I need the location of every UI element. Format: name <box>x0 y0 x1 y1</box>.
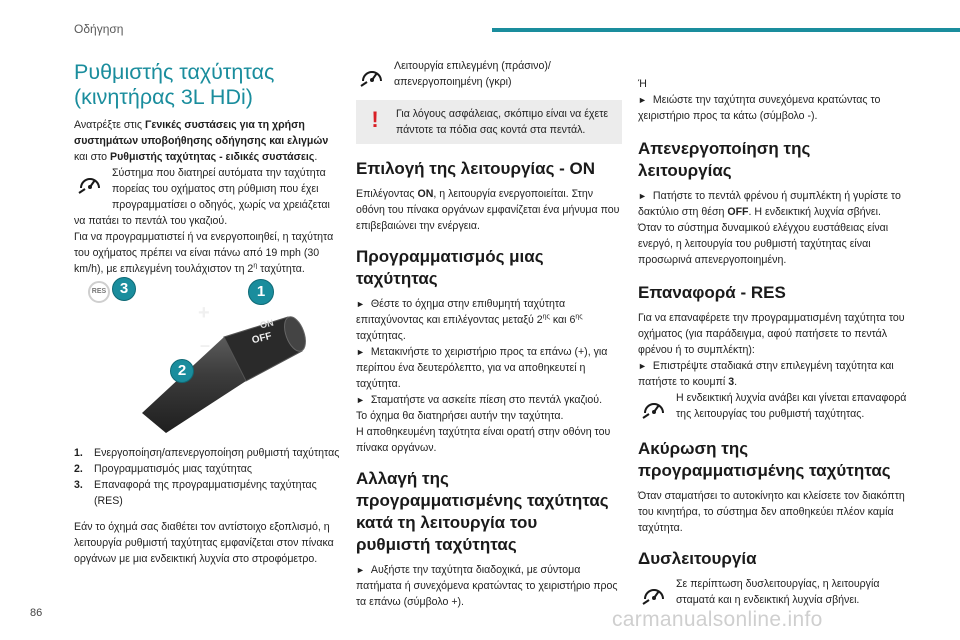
prog-step-2: ► Μετακινήστε το χειριστήριο προς τα επάνω (+), για περίπου ένα δευτερόλεπτο, για να αποθηκευτεί η ταχύτητα. <box>356 346 608 390</box>
column-1 <box>74 54 344 567</box>
heading-on: Επιλογή της λειτουργίας - ON <box>356 159 596 178</box>
watermark[interactable]: carmanualsonline.info <box>612 608 823 631</box>
speedometer-cruise-icon <box>74 167 106 199</box>
column-2 <box>356 54 622 610</box>
speedometer-cruise-icon <box>638 392 670 424</box>
res-button[interactable]: RES <box>88 281 110 303</box>
column-3 <box>638 54 908 612</box>
system-description: Σύστημα που διατηρεί αυτόματα την ταχύτητα πορείας του οχήματος στη ρύθμιση που έχει προγραμματίσει ο οδηγός, χωρίς να χρειάζεται να πατάει το πεντάλ του γκαζιού. <box>74 167 330 227</box>
res-text: Για να επαναφέρετε την προγραμματισμένη ταχύτητα του οχήματος (για παράδειγμα, αφού πατήσετε το πεντάλ φρένου ή το συμπλέκτη): <box>638 312 905 356</box>
link-general-recommendations[interactable]: Γενικές συστάσεις για τη χρήση συστημάτων υποβοήθησης οδήγησης και ελιγμών <box>74 119 329 147</box>
triangle-right-bullet: ► <box>638 191 647 201</box>
or-text: Ή <box>638 78 647 90</box>
prog-text-1: Το όχημα θα διατηρήσει αυτήν την ταχύτητα. <box>356 410 564 422</box>
callout-1: 1 <box>248 279 274 305</box>
prog-step-1: ► Θέστε το όχημα στην επιθυμητή ταχύτητα επιταχύνοντας και επιλέγοντας μεταξύ $2^{\eta\varsigma}$ και $6^{\eta\varsigma}$ ταχύτητας. <box>356 298 583 342</box>
prog-text-2: Η αποθηκευμένη ταχύτητα είναι ορατή στην οθόνη του πίνακα οργάνων. <box>356 426 611 454</box>
page-number: 86 <box>30 607 43 619</box>
lamp-status: Λειτουργία επιλεγμένη (πράσινο)/ απενεργοποιημένη (γκρι) <box>356 58 622 90</box>
figure-legend <box>74 445 344 509</box>
activation-condition: Για να προγραμματιστεί ή να ενεργοποιηθεί, η ταχύτητα του οχήματος πρέπει να είναι πάνω από 19 mph (30 km/h), με επιλεγμένη τουλάχιστον τη $2^\eta$ ταχύτητα. <box>74 231 334 275</box>
heading-deactivation: Απενεργοποίηση της λειτουργίας <box>638 139 811 180</box>
triangle-right-bullet: ► <box>356 565 365 575</box>
triangle-right-bullet: ► <box>356 299 365 309</box>
instrument-panel-note: Εάν το όχημά σας διαθέτει τον αντίστοιχο εξοπλισμό, η λειτουργία ρυθμιστή ταχύτητας εμφανίζεται στον πίνακα οργάνων με μια ενδεικτική λυχνία στο στροφόμετρο. <box>74 521 334 565</box>
safety-warning: ! Για λόγους ασφάλειας, σκόπιμο είναι να έχετε πάντοτε τα πόδια σας κοντά στα πεντάλ. <box>356 100 622 144</box>
heading-malfunction: Δυσλειτουργία <box>638 549 757 568</box>
callout-2: 2 <box>170 359 194 383</box>
on-paragraph: Επιλέγοντας ON, η λειτουργία ενεργοποιείται. Στην οθόνη του πίνακα οργάνων εμφανίζεται ένα μήνυμα που επιβεβαιώνει την ενέργεια. <box>356 188 620 232</box>
stalk-plus-label: + <box>198 302 210 324</box>
triangle-right-bullet: ► <box>356 347 365 357</box>
res-step: ► Επιστρέψτε σταδιακά στην επιλεγμένη ταχύτητα και πατήστε το κουμπί 3. <box>638 360 894 388</box>
triangle-right-bullet: ► <box>638 95 647 105</box>
callout-3: 3 <box>112 277 136 301</box>
prog-step-3: ► Σταματήστε να ασκείτε πίεση στο πεντάλ γκαζιού. <box>356 394 603 406</box>
legend-item: 1. Ενεργοποίηση/απενεργοποίηση ρυθμιστή ταχύτητας <box>74 447 340 459</box>
off-text: Όταν το σύστημα δυναμικού ελέγχου ευστάθειας είναι ενεργό, η λειτουργία του ρυθμιστή ταχύτητας είναι προσωρινά απενεργοποιημένη. <box>638 222 889 266</box>
res-lamp-note: Η ενδεικτική λυχνία ανάβει και γίνεται επαναφορά της λειτουργίας του ρυθμιστή ταχύτητας. <box>638 390 908 422</box>
triangle-right-bullet: ► <box>638 361 647 371</box>
header-accent-bar <box>492 28 960 32</box>
ring-label-on: ON <box>258 317 275 331</box>
legend-item: 3. Επαναφορά της προγραμματισμένης ταχύτητας (RES) <box>74 479 317 507</box>
fault-note: Σε περίπτωση δυσλειτουργίας, η λειτουργία σταματά και η ενδεικτική λυχνία σβήνει. <box>638 576 908 608</box>
heading-resume: Επαναφορά - RES <box>638 283 786 302</box>
heading-programming: Προγραμματισμός μιας ταχύτητας <box>356 247 544 288</box>
link-specific-recommendations[interactable]: Ρυθμιστής ταχύτητας - ειδικές συστάσεις <box>110 151 315 163</box>
intro-paragraph: Ανατρέξτε στις Γενικές συστάσεις για τη χρήση συστημάτων υποβοήθησης οδήγησης και ελιγμών και στο Ρυθμιστής ταχύτητας - ειδικές συστάσεις. <box>74 119 329 163</box>
off-step: ► Πατήστε το πεντάλ φρένου ή συμπλέκτη ή γυρίστε το δακτύλιο στη θέση OFF. Η ενδεικτική λυχνία σβήνει. <box>638 190 901 218</box>
ring-label-off: OFF <box>250 330 273 347</box>
heading-cancel: Ακύρωση της προγραμματισμένης ταχύτητας <box>638 439 891 480</box>
running-header: Οδήγηση <box>74 22 124 36</box>
page-title: Ρυθμιστής ταχύτητας (κινητήρας 3L HDi) <box>74 60 275 109</box>
cancel-text: Όταν σταματήσει το αυτοκίνητο και κλείσετε τον διακόπτη του κινητήρα, το σύστημα δεν αποθηκεύει πλέον καμία ταχύτητα. <box>638 490 905 534</box>
legend-item: 2. Προγραμματισμός μιας ταχύτητας <box>74 463 252 475</box>
change-step-2: ► Μειώστε την ταχύτητα συνεχόμενα κρατώντας το χειριστήριο προς τα κάτω (σύμβολο -). <box>638 94 881 122</box>
warning-icon: ! <box>371 107 379 132</box>
triangle-right-bullet: ► <box>356 395 365 405</box>
speedometer-cruise-icon <box>638 578 670 610</box>
stalk-minus-label: – <box>200 335 211 355</box>
heading-change-speed: Αλλαγή της προγραμματισμένης ταχύτητας κατά τη λειτουργία του ρυθμιστή ταχύτητας <box>356 469 609 554</box>
speedometer-cruise-icon <box>356 60 388 92</box>
change-step-1: ► Αυξήστε την ταχύτητα διαδοχικά, με σύντομα πατήματα ή συνεχόμενα κρατώντας το χειριστήριο προς τα επάνω (σύμβολο +). <box>356 564 618 608</box>
stalk-illustration <box>74 280 344 435</box>
